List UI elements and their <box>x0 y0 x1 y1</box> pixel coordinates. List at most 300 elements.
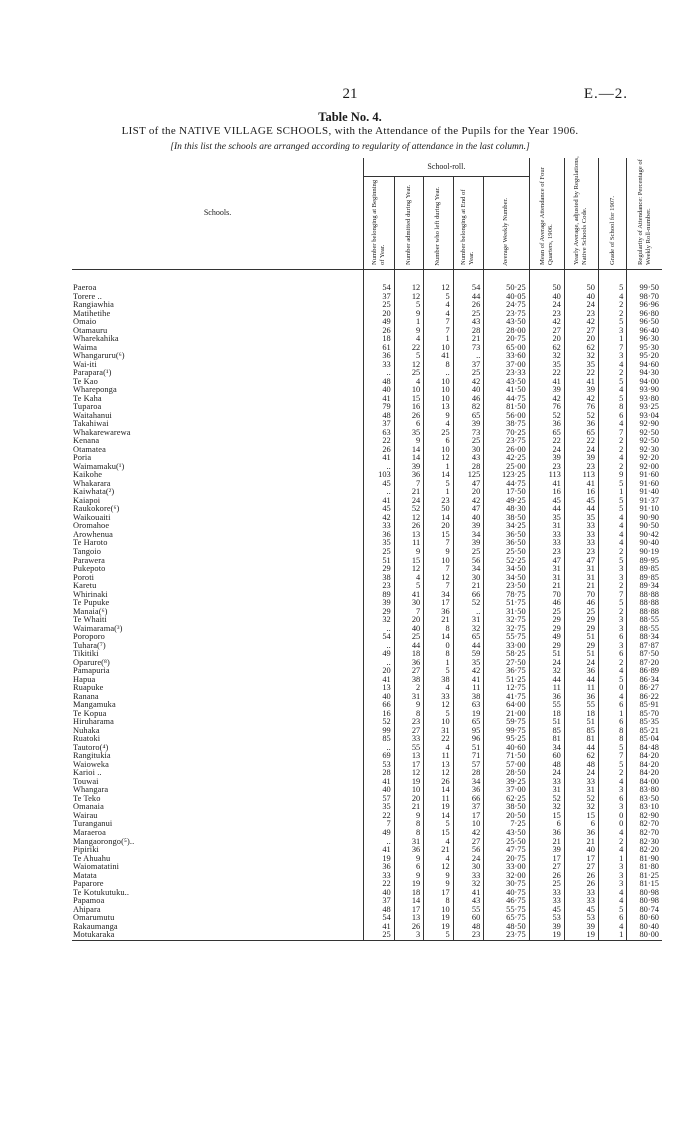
left-cell: 19 <box>424 914 453 923</box>
mean-attendance-cell: 44 <box>529 676 564 685</box>
school-name-cell: Mangaorongo(⁵).. <box>73 837 135 846</box>
left-cell: 22 <box>424 735 453 744</box>
table-row <box>72 838 662 847</box>
beginning-cell: 18 <box>364 335 395 344</box>
beginning-cell: 35 <box>364 539 395 548</box>
beginning-cell: 20 <box>364 310 395 319</box>
mean-attendance-cell: 39 <box>529 386 564 395</box>
school-name-cell: Pipiriki <box>73 846 99 855</box>
end-cell: 52 <box>453 599 484 608</box>
weekly-number-cell: 20·50 <box>484 812 529 821</box>
end-cell: 66 <box>453 795 484 804</box>
beginning-cell: 37 <box>364 897 395 906</box>
left-cell: 7 <box>424 318 453 327</box>
admitted-cell: 39 <box>394 463 423 472</box>
beginning-cell: .. <box>364 369 395 378</box>
left-cell: 19 <box>424 923 453 932</box>
mean-attendance-cell: 45 <box>529 906 564 915</box>
admitted-cell: 26 <box>394 923 423 932</box>
table-row <box>72 633 662 642</box>
grade-cell: 2 <box>598 310 626 319</box>
left-cell: 33 <box>424 693 453 702</box>
end-header: Number belonging at End of Year. <box>453 177 484 270</box>
grade-cell: 1 <box>598 488 626 497</box>
end-cell: 55 <box>453 906 484 915</box>
left-cell: 4 <box>424 310 453 319</box>
yearly-average-cell: 33 <box>564 897 598 906</box>
end-cell: 63 <box>453 701 484 710</box>
school-name-cell: Whareponga <box>73 386 117 395</box>
admitted-cell: 10 <box>394 386 423 395</box>
yearly-average-cell: 42 <box>564 395 598 404</box>
mean-attendance-cell: 24 <box>529 659 564 668</box>
regularity-header: Regularity of Attendance: Percentage of Weekly Roll-number. <box>627 158 662 270</box>
mean-attendance-cell: 23 <box>529 548 564 557</box>
table-row <box>72 906 662 915</box>
admitted-cell: 12 <box>394 293 423 302</box>
end-cell: 40 <box>453 514 484 523</box>
school-name-cell: Wharekahika <box>73 335 119 344</box>
end-cell: 47 <box>453 505 484 514</box>
school-name-cell: Touwai <box>73 777 99 786</box>
weekly-number-cell: 32·75 <box>484 616 529 625</box>
regularity-cell: 80·40 <box>627 923 662 932</box>
regularity-cell: 85·21 <box>627 727 662 736</box>
regularity-cell: 80·98 <box>627 889 662 898</box>
school-name-cell: Ranana <box>73 692 99 701</box>
school-name-cell: Oparure(⁸) <box>73 658 110 667</box>
left-cell: 1 <box>424 659 453 668</box>
regularity-cell: 86·22 <box>627 693 662 702</box>
grade-cell: 4 <box>598 539 626 548</box>
weekly-number-cell: 40·05 <box>484 293 529 302</box>
yearly-average-cell: 15 <box>564 812 598 821</box>
table-row <box>72 599 662 608</box>
left-cell: 21 <box>424 846 453 855</box>
yearly-average-cell: 40 <box>564 293 598 302</box>
school-name-cell: Poria <box>73 454 92 463</box>
left-cell: 10 <box>424 344 453 353</box>
weekly-number-cell: 34·25 <box>484 522 529 531</box>
left-cell: 23 <box>424 497 453 506</box>
mean-attendance-cell: 24 <box>529 446 564 455</box>
beginning-cell: 54 <box>364 284 395 293</box>
yearly-average-cell: 36 <box>564 829 598 838</box>
mean-attendance-cell: 33 <box>529 539 564 548</box>
table-row <box>72 693 662 702</box>
admitted-cell: 14 <box>394 897 423 906</box>
school-name-cell: Omarumutu <box>73 914 115 923</box>
school-name-cell: Te Whaiti <box>73 616 107 625</box>
grade-cell: 5 <box>598 378 626 387</box>
beginning-cell: 22 <box>364 812 395 821</box>
table-row <box>72 361 662 370</box>
regularity-cell: 90·42 <box>627 531 662 540</box>
admitted-cell: 5 <box>394 582 423 591</box>
beginning-cell: 33 <box>364 361 395 370</box>
regularity-cell: 82·70 <box>627 820 662 829</box>
beginning-cell: 69 <box>364 752 395 761</box>
yearly-average-cell: 27 <box>564 863 598 872</box>
weekly-number-cell: 30·75 <box>484 880 529 889</box>
weekly-number-cell: 27·50 <box>484 659 529 668</box>
weekly-number-cell: 25·50 <box>484 838 529 847</box>
left-cell: 1 <box>424 488 453 497</box>
grade-cell: 4 <box>598 846 626 855</box>
school-name-cell: Te Teko <box>73 794 101 803</box>
beginning-cell: 45 <box>364 505 395 514</box>
yearly-average-cell: 33 <box>564 522 598 531</box>
table-row <box>72 684 662 693</box>
yearly-average-cell: 42 <box>564 318 598 327</box>
yearly-average-cell: 21 <box>564 838 598 847</box>
admitted-cell: 20 <box>394 616 423 625</box>
weekly-number-cell: 33·00 <box>484 642 529 651</box>
grade-cell: 5 <box>598 744 626 753</box>
table-row <box>72 344 662 353</box>
weekly-number-cell: 51·75 <box>484 599 529 608</box>
table-row <box>72 446 662 455</box>
grade-cell: 4 <box>598 420 626 429</box>
grade-cell: 2 <box>598 548 626 557</box>
left-cell: 31 <box>424 727 453 736</box>
regularity-cell: 90·50 <box>627 522 662 531</box>
end-cell: 56 <box>453 557 484 566</box>
weekly-number-cell: 37·00 <box>484 786 529 795</box>
beginning-cell: 26 <box>364 327 395 336</box>
mean-attendance-cell: 39 <box>529 454 564 463</box>
end-cell: 34 <box>453 531 484 540</box>
left-cell: 38 <box>424 676 453 685</box>
beginning-cell: 66 <box>364 701 395 710</box>
left-cell: 25 <box>424 429 453 438</box>
mean-attendance-cell: 85 <box>529 727 564 736</box>
regularity-cell: 98·70 <box>627 293 662 302</box>
yearly-average-cell: 24 <box>564 769 598 778</box>
admitted-cell: 12 <box>394 565 423 574</box>
end-cell: 32 <box>453 625 484 634</box>
weekly-number-cell: 23·75 <box>484 437 529 446</box>
end-cell: 30 <box>453 446 484 455</box>
yearly-average-cell: 24 <box>564 446 598 455</box>
left-cell: 5 <box>424 480 453 489</box>
school-name-cell: Matihetihe <box>73 309 111 318</box>
mean-attendance-cell: 51 <box>529 718 564 727</box>
admitted-cell: 15 <box>394 395 423 404</box>
left-cell: 6 <box>424 437 453 446</box>
grade-cell: 3 <box>598 565 626 574</box>
admitted-cell: 3 <box>394 931 423 940</box>
left-cell: 10 <box>424 395 453 404</box>
grade-cell: 4 <box>598 923 626 932</box>
table-row <box>72 310 662 319</box>
end-cell: 27 <box>453 838 484 847</box>
yearly-average-cell: 81 <box>564 735 598 744</box>
yearly-average-cell: 76 <box>564 403 598 412</box>
grade-cell: 2 <box>598 608 626 617</box>
left-cell: 19 <box>424 803 453 812</box>
weekly-number-cell: 28·00 <box>484 327 529 336</box>
admitted-cell: 2 <box>394 684 423 693</box>
grade-cell: 2 <box>598 446 626 455</box>
mean-attendance-cell: 29 <box>529 625 564 634</box>
beginning-cell: 20 <box>364 667 395 676</box>
weekly-number-cell: 48·50 <box>484 923 529 932</box>
regularity-cell: 95·20 <box>627 352 662 361</box>
weekly-number-cell: 37·00 <box>484 361 529 370</box>
grade-cell: 4 <box>598 514 626 523</box>
weekly-number-cell: 41·75 <box>484 693 529 702</box>
regularity-cell: 94·30 <box>627 369 662 378</box>
yearly-average-cell: 62 <box>564 752 598 761</box>
grade-cell: 4 <box>598 386 626 395</box>
beginning-cell: 63 <box>364 429 395 438</box>
grade-cell: 0 <box>598 812 626 821</box>
end-cell: 54 <box>453 284 484 293</box>
grade-cell: 1 <box>598 710 626 719</box>
left-cell: 14 <box>424 786 453 795</box>
mean-attendance-cell: 55 <box>529 701 564 710</box>
grade-cell: 2 <box>598 769 626 778</box>
yearly-average-cell: 21 <box>564 582 598 591</box>
admitted-cell: 12 <box>394 284 423 293</box>
page-number: 21 <box>342 86 358 102</box>
regularity-cell: 84·00 <box>627 778 662 787</box>
regularity-cell: 96·40 <box>627 327 662 336</box>
left-cell: 4 <box>424 744 453 753</box>
mean-attendance-cell: 36 <box>529 693 564 702</box>
school-name-cell: Te Kotukutuku.. <box>73 888 130 897</box>
left-cell: 9 <box>424 548 453 557</box>
end-cell: 96 <box>453 735 484 744</box>
weekly-number-cell: 55·75 <box>484 906 529 915</box>
end-cell: 44 <box>453 293 484 302</box>
regularity-cell: 90·19 <box>627 548 662 557</box>
regularity-cell: 83·50 <box>627 795 662 804</box>
regularity-cell: 81·80 <box>627 863 662 872</box>
document-reference: E.—2. <box>583 86 628 102</box>
left-cell: 0 <box>424 642 453 651</box>
left-cell: 7 <box>424 565 453 574</box>
regularity-cell: 84·20 <box>627 769 662 778</box>
end-cell: 73 <box>453 429 484 438</box>
school-name-cell: Arowhenua <box>73 530 113 539</box>
beginning-cell: 41 <box>364 395 395 404</box>
school-name-cell: Te Kopua <box>73 709 107 718</box>
table-body <box>72 270 662 941</box>
table-row <box>72 744 662 753</box>
admitted-cell: 14 <box>394 454 423 463</box>
end-cell: 43 <box>453 318 484 327</box>
grade-cell: 6 <box>598 633 626 642</box>
beginning-cell: 41 <box>364 676 395 685</box>
yearly-average-cell: 31 <box>564 786 598 795</box>
beginning-cell: 41 <box>364 497 395 506</box>
mean-attendance-cell: 49 <box>529 633 564 642</box>
grade-cell: 5 <box>598 318 626 327</box>
weekly-number-cell: 95·25 <box>484 735 529 744</box>
table-row <box>72 454 662 463</box>
left-cell: 10 <box>424 386 453 395</box>
school-name-cell: Rangiawhia <box>73 301 115 310</box>
school-name-cell: Wai-iti <box>73 360 97 369</box>
yearly-average-cell: 45 <box>564 906 598 915</box>
grade-cell: 2 <box>598 838 626 847</box>
admitted-cell: 12 <box>394 769 423 778</box>
school-name-cell: Waimamaku(¹) <box>73 462 125 471</box>
grade-cell: 5 <box>598 497 626 506</box>
beginning-cell: 40 <box>364 386 395 395</box>
school-name-cell: Whakarara <box>73 479 111 488</box>
table-row <box>72 488 662 497</box>
yearly-average-cell: 51 <box>564 633 598 642</box>
school-name-cell: Otamatea <box>73 445 106 454</box>
end-cell: 41 <box>453 676 484 685</box>
yearly-average-cell: 16 <box>564 488 598 497</box>
end-cell: 28 <box>453 327 484 336</box>
yearly-average-cell: 19 <box>564 931 598 940</box>
left-cell: 5 <box>424 931 453 940</box>
table-row <box>72 497 662 506</box>
weekly-number-cell: 43·50 <box>484 318 529 327</box>
regularity-cell: 96·50 <box>627 318 662 327</box>
yearly-average-cell: 41 <box>564 378 598 387</box>
admitted-cell: 5 <box>394 301 423 310</box>
mean-attendance-cell: 36 <box>529 420 564 429</box>
end-cell: 42 <box>453 667 484 676</box>
regularity-cell: 99·50 <box>627 284 662 293</box>
weekly-number-cell: 52·25 <box>484 557 529 566</box>
table-row <box>72 369 662 378</box>
end-cell: 31 <box>453 616 484 625</box>
admitted-cell: 6 <box>394 420 423 429</box>
mean-attendance-cell: 39 <box>529 923 564 932</box>
regularity-cell: 85·04 <box>627 735 662 744</box>
weekly-number-cell: 99·75 <box>484 727 529 736</box>
regularity-cell: 94·60 <box>627 361 662 370</box>
mean-attendance-cell: 35 <box>529 514 564 523</box>
end-cell: 28 <box>453 769 484 778</box>
grade-cell: 2 <box>598 582 626 591</box>
beginning-header: Number belonging at Beginning of Year. <box>364 177 395 270</box>
left-cell: 14 <box>424 471 453 480</box>
school-name-cell: Whakarewarewa <box>73 428 131 437</box>
grade-cell: 4 <box>598 667 626 676</box>
end-cell: 40 <box>453 386 484 395</box>
beginning-cell: 33 <box>364 872 395 881</box>
left-cell: 17 <box>424 889 453 898</box>
admitted-cell: 27 <box>394 727 423 736</box>
school-name-cell: Omanaia <box>73 803 104 812</box>
left-cell: 14 <box>424 812 453 821</box>
table-row <box>72 531 662 540</box>
beginning-cell: 38 <box>364 574 395 583</box>
school-name-cell: Poroti <box>73 573 95 582</box>
beginning-cell: 42 <box>364 514 395 523</box>
table-row <box>72 676 662 685</box>
weekly-number-cell: 23·50 <box>484 582 529 591</box>
yearly-average-cell: 52 <box>564 795 598 804</box>
weekly-number-cell: 49·25 <box>484 497 529 506</box>
weekly-number-cell: 48·30 <box>484 505 529 514</box>
grade-cell: 2 <box>598 369 626 378</box>
end-cell: 59 <box>453 650 484 659</box>
mean-attendance-cell: 22 <box>529 369 564 378</box>
left-cell: .. <box>424 369 453 378</box>
table-number: Table No. 4. <box>318 110 382 124</box>
admitted-cell: 36 <box>394 659 423 668</box>
grade-cell: 1 <box>598 855 626 864</box>
admitted-cell: 36 <box>394 471 423 480</box>
table-row <box>72 667 662 676</box>
table-row <box>72 565 662 574</box>
left-cell: 13 <box>424 403 453 412</box>
admitted-cell: 7 <box>394 608 423 617</box>
admitted-cell: 1 <box>394 318 423 327</box>
table-row <box>72 659 662 668</box>
regularity-cell: 80·74 <box>627 906 662 915</box>
mean-attendance-cell: 31 <box>529 565 564 574</box>
table-row <box>72 582 662 591</box>
grade-cell: 3 <box>598 872 626 881</box>
table-row <box>72 820 662 829</box>
beginning-cell: 41 <box>364 923 395 932</box>
regularity-cell: 88·55 <box>627 616 662 625</box>
table-row <box>72 872 662 881</box>
beginning-cell: .. <box>364 488 395 497</box>
grade-cell: 5 <box>598 761 626 770</box>
weekly-number-header: Average Weekly Number. <box>484 177 529 270</box>
weekly-number-cell: 43·50 <box>484 829 529 838</box>
mean-attendance-cell: 33 <box>529 778 564 787</box>
table-row <box>72 420 662 429</box>
mean-attendance-cell: 44 <box>529 505 564 514</box>
mean-attendance-cell: 29 <box>529 616 564 625</box>
end-cell: 35 <box>453 659 484 668</box>
admitted-cell: 17 <box>394 761 423 770</box>
mean-attendance-cell: 31 <box>529 786 564 795</box>
admitted-cell: 24 <box>394 497 423 506</box>
schools-header: Schools. <box>72 158 364 270</box>
school-name-cell: Waitahanui <box>73 411 112 420</box>
beginning-cell: 36 <box>364 531 395 540</box>
grade-cell: 9 <box>598 471 626 480</box>
grade-cell: 2 <box>598 659 626 668</box>
regularity-cell: 85·91 <box>627 701 662 710</box>
left-cell: 7 <box>424 582 453 591</box>
admitted-cell: 27 <box>394 667 423 676</box>
table-row <box>72 735 662 744</box>
end-cell: 28 <box>453 463 484 472</box>
weekly-number-cell: 46·75 <box>484 897 529 906</box>
regularity-cell: 94·00 <box>627 378 662 387</box>
left-cell: 8 <box>424 361 453 370</box>
grade-cell: 8 <box>598 727 626 736</box>
grade-cell: 4 <box>598 778 626 787</box>
weekly-number-cell: 20·75 <box>484 855 529 864</box>
school-name-cell: Ruapuke <box>73 684 104 693</box>
end-cell: 37 <box>453 361 484 370</box>
regularity-cell: 93·25 <box>627 403 662 412</box>
mean-attendance-cell: 24 <box>529 769 564 778</box>
table-row <box>72 318 662 327</box>
weekly-number-cell: 65·00 <box>484 344 529 353</box>
mean-attendance-cell: 45 <box>529 497 564 506</box>
weekly-number-cell: 34·50 <box>484 574 529 583</box>
weekly-number-cell: 70·25 <box>484 429 529 438</box>
table-row <box>72 752 662 761</box>
left-cell: 15 <box>424 531 453 540</box>
